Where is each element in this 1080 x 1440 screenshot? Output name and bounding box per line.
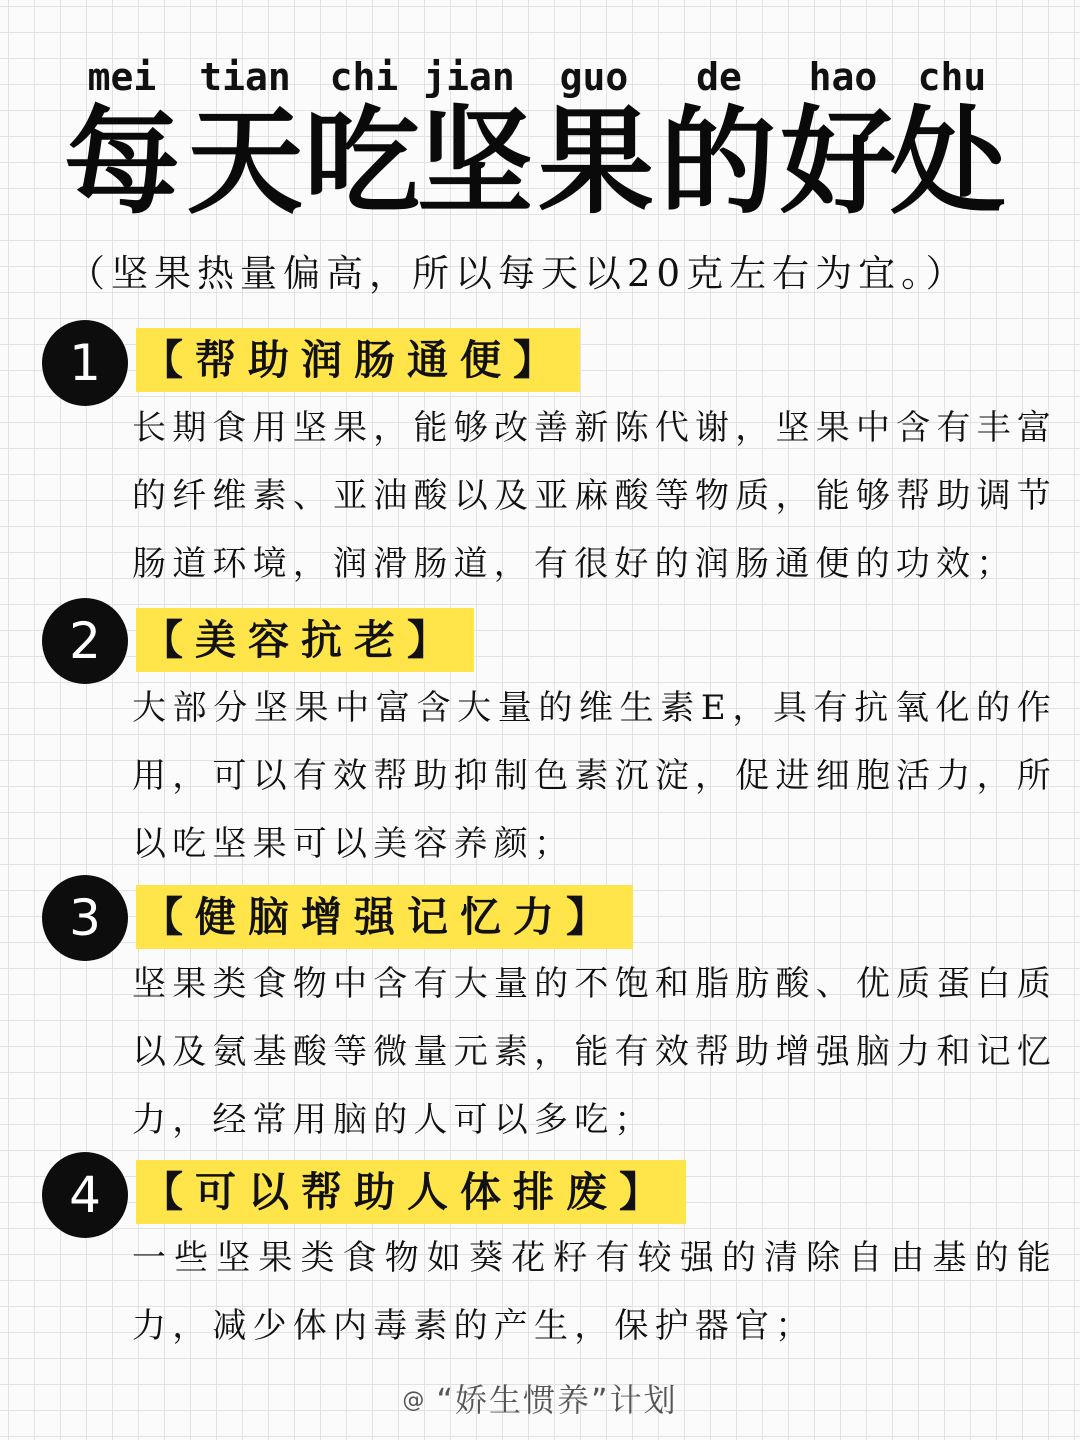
section-body: 长期食用坚果，能够改善新陈代谢，坚果中含有丰富的纤维素、亚油酸以及亚麻酸等物质，能够帮助调节肠道环境，润滑肠道，有很好的润肠通便的功效； [132,408,1057,584]
section-heading: 【可以帮助人体排废】 [136,1160,686,1224]
section-body: 大部分坚果中富含大量的维生素E，具有抗氧化的作用，可以有效帮助抑制色素沉淀，促进细胞活力，所以吃坚果可以美容养颜； [132,688,1057,864]
pinyin-chi: chi [329,55,399,99]
pinyin-tian: tian [199,55,291,99]
subtitle: （坚果热量偏高，所以每天以20克左右为宜。） [68,252,969,295]
footer-credit [0,1376,1080,1425]
pinyin-mei: mei [87,55,157,99]
section-heading: 【帮助润肠通便】 [136,328,580,392]
title-char: 坚 [417,95,533,230]
section-heading: 【美容抗老】 [136,608,474,672]
title-char: 吃 [304,95,420,230]
section-number-badge: 4 [42,1152,128,1238]
section-heading: 【健脑增强记忆力】 [136,885,633,949]
section-body: 一些坚果类食物如葵花籽有较强的清除自由基的能力，减少体内毒素的产生，保护器官； [132,1238,1057,1346]
title-char: 天 [187,95,303,230]
pinyin-guo: guo [559,55,629,99]
pinyin-de: de [696,55,742,99]
pinyin-hao: hao [808,55,878,99]
title-char: 处 [890,95,1006,230]
page-title [0,95,1080,230]
footer-text: “娇生惯养”计划 [436,1381,678,1419]
title-char: 的 [660,95,776,230]
section-number-badge: 2 [42,598,128,684]
title-char: 每 [64,95,180,230]
title-char: 好 [780,95,896,230]
at-symbol: @ [402,1388,427,1413]
pinyin-jian: jian [423,55,515,99]
section-number-badge: 3 [42,875,128,961]
pinyin-chu: chu [917,55,987,99]
section-body: 坚果类食物中含有大量的不饱和脂肪酸、优质蛋白质以及氨基酸等微量元素，能有效帮助增强脑力和记忆力，经常用脑的人可以多吃； [132,964,1057,1140]
section-number-badge: 1 [42,320,128,406]
title-char: 果 [538,95,654,230]
